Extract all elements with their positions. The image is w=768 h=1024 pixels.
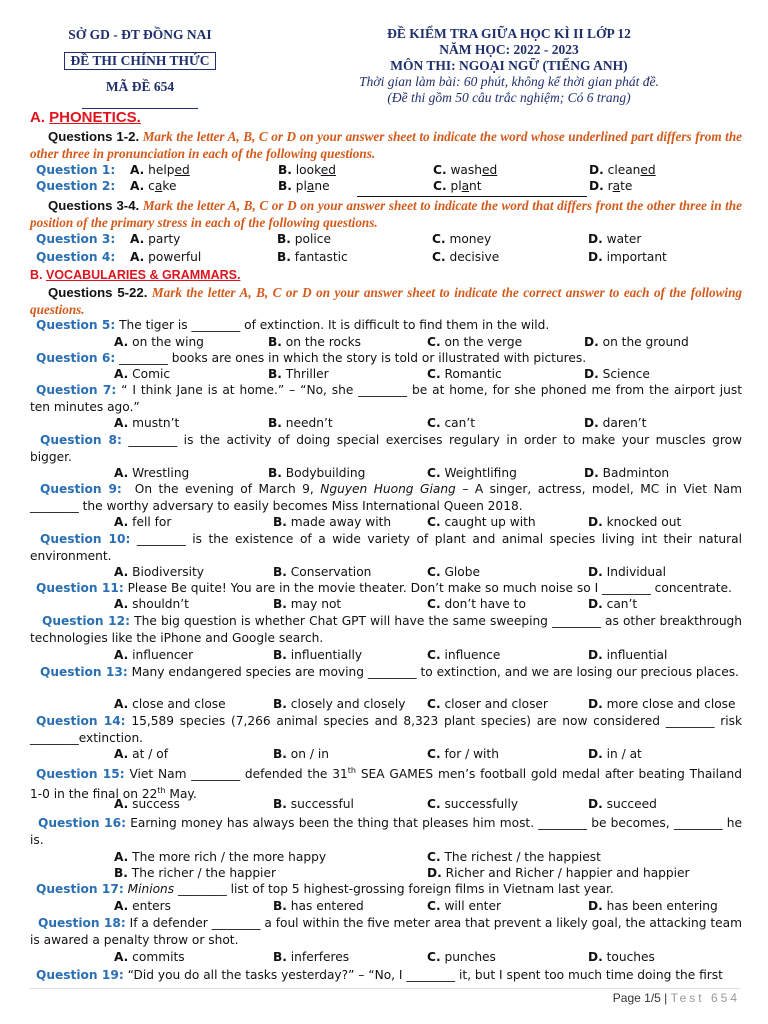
question-6 xyxy=(30,350,742,367)
question-label: Question 16: xyxy=(38,816,127,830)
section-b-prefix: B. xyxy=(30,268,43,282)
option-b[interactable]: B. plane xyxy=(278,179,330,193)
header-right xyxy=(300,26,718,106)
option-b[interactable]: B. on the rocks xyxy=(268,335,362,349)
option-c[interactable]: C. can’t xyxy=(427,416,475,430)
question-14-options xyxy=(30,746,742,763)
question-label: Question 4: xyxy=(36,250,116,264)
option-b[interactable]: B. fantastic xyxy=(277,250,348,264)
question-text: May. xyxy=(165,786,197,801)
question-label: Question 19: xyxy=(36,968,124,982)
question-label: Question 17: xyxy=(36,882,124,896)
option-c[interactable]: C. closer and closer xyxy=(427,697,548,711)
instruction-3 xyxy=(30,284,742,318)
option-a[interactable]: A. mustn’t xyxy=(114,416,180,430)
question-label: Question 11: xyxy=(36,581,124,595)
question-1 xyxy=(30,162,742,179)
question-6-options xyxy=(30,366,742,383)
option-c[interactable]: C. on the verge xyxy=(427,335,523,349)
exam-code: MÃ ĐỀ 654 xyxy=(105,79,175,94)
question-label: Question 18: xyxy=(38,916,126,930)
question-10-options xyxy=(30,564,742,581)
question-11-options xyxy=(30,596,742,613)
question-label: Question 3: xyxy=(36,232,116,246)
option-b[interactable]: B. Thriller xyxy=(268,367,329,381)
superscript: th xyxy=(157,785,166,795)
exam-note: (Đề thi gồm 50 câu trắc nghiệm; Có 6 trang) xyxy=(387,90,631,105)
school-year: NĂM HỌC: 2022 - 2023 xyxy=(439,42,579,57)
page-number: Page 1/5 | xyxy=(612,991,668,1005)
question-13 xyxy=(30,664,742,681)
option-a[interactable]: A. Wrestling xyxy=(114,466,190,480)
option-b[interactable]: B. successful xyxy=(273,797,354,811)
option-a[interactable]: A. commits xyxy=(114,950,185,964)
question-7 xyxy=(30,382,742,415)
question-text: On the evening of March 9, xyxy=(134,482,321,496)
option-d[interactable]: D. cleaned xyxy=(589,163,656,177)
option-d[interactable]: D. on the ground xyxy=(584,335,689,349)
question-label: Question 6: xyxy=(36,351,116,365)
option-a[interactable]: A. on the wing xyxy=(114,335,204,349)
question-label: Question 13: xyxy=(40,665,128,679)
question-13-options xyxy=(30,696,742,713)
question-8-options xyxy=(30,465,742,482)
footer-divider xyxy=(30,988,740,989)
question-label: Question 5: xyxy=(36,318,116,332)
option-a[interactable]: A. powerful xyxy=(130,250,202,264)
option-a[interactable]: A. Comic xyxy=(114,367,171,381)
question-16-options-row2 xyxy=(30,865,742,882)
official-exam-label: ĐỀ THI CHÍNH THỨC xyxy=(64,52,217,70)
question-19 xyxy=(30,967,742,984)
option-a[interactable]: A. influencer xyxy=(114,648,194,662)
question-text: The big question is whether Chat GPT will have the same sweeping ________ as other breakthrough technologies like the iPhone and Google search. xyxy=(30,614,743,645)
question-text: Many endangered species are moving ________ to extinction, and we are losing our precious places. xyxy=(131,665,739,679)
option-b[interactable]: B. looked xyxy=(278,163,336,177)
question-label: Question 12: xyxy=(42,614,130,628)
option-b[interactable]: B. closely and closely xyxy=(273,697,406,711)
question-label: Question 15: xyxy=(36,767,125,782)
option-d[interactable]: D. Richer and Richer / happier and happier xyxy=(427,866,690,880)
option-b[interactable]: B. may not xyxy=(273,597,342,611)
option-a[interactable]: A. The more rich / the more happy xyxy=(114,850,327,864)
question-label: Question 14: xyxy=(36,714,126,728)
question-label: Question 10: xyxy=(40,532,131,546)
option-b[interactable]: B. has entered xyxy=(273,899,364,913)
option-c[interactable]: C. for / with xyxy=(427,747,499,761)
section-b-title: VOCABULARIES & GRAMMARS. xyxy=(45,268,241,282)
question-text: – A singer, actress, model, MC in Viet Nam ________ the worthy adversary to easily becomes Miss International Queen 2018. xyxy=(30,482,742,513)
question-9 xyxy=(30,481,742,514)
option-d[interactable]: D. can’t xyxy=(588,597,638,611)
option-c[interactable]: C. The richest / the happiest xyxy=(427,850,601,864)
question-2 xyxy=(30,178,742,195)
option-a[interactable]: A. success xyxy=(114,797,180,811)
option-c[interactable]: C. caught up with xyxy=(427,515,536,529)
subject: MÔN THI: NGOẠI NGỮ (TIẾNG ANH) xyxy=(390,58,628,73)
option-c[interactable]: C. don’t have to xyxy=(427,597,526,611)
option-a[interactable]: A. fell for xyxy=(114,515,172,529)
question-text: SEA GAMES men’s football gold medal after beating Thailand 1-0 in the final on 22 xyxy=(30,767,742,801)
option-c[interactable]: C. successfully xyxy=(427,797,519,811)
question-text: “ I think Jane is at home.” – “No, she ________ be at home, for she phoned me from the airport just ten minutes ago.” xyxy=(30,383,742,414)
superscript: th xyxy=(347,766,356,775)
instruction-1-label: Questions 1-2. xyxy=(48,129,140,144)
option-d[interactable]: D. daren’t xyxy=(584,416,647,430)
question-text: ________ is the activity of doing special exercises regulary in order to make your muscles grow bigger. xyxy=(30,433,742,464)
test-code: Test 654 xyxy=(670,991,740,1005)
option-d[interactable]: D. in / at xyxy=(588,747,642,761)
section-b-heading xyxy=(30,268,240,282)
question-label: Question 9: xyxy=(40,482,122,496)
option-d[interactable]: D. water xyxy=(588,232,642,246)
instruction-2-text: Mark the letter A, B, C or D on your answer sheet to indicate the word that differs front the other three in the position of the primary stress in each of the following questions. xyxy=(30,198,742,230)
option-a[interactable]: A. party xyxy=(130,232,181,246)
option-b[interactable]: B. Conservation xyxy=(273,565,372,579)
question-17-options xyxy=(30,898,742,915)
option-c[interactable]: C. Weightlifing xyxy=(427,466,517,480)
option-c[interactable]: C. money xyxy=(432,232,492,246)
question-text: 15,589 species (7,266 animal species and 8,323 plant species) are now considered ________ risk ________extinction. xyxy=(30,714,743,745)
question-text-italic: Nguyen Huong Giang xyxy=(320,482,456,496)
question-label: Question 7: xyxy=(36,383,117,397)
instruction-2-label: Questions 3-4. xyxy=(48,198,140,213)
option-b[interactable]: B. on / in xyxy=(273,747,329,761)
option-a[interactable]: A. cake xyxy=(130,179,177,193)
section-a-title: PHONETICS. xyxy=(49,109,141,126)
option-c[interactable]: C. decisive xyxy=(432,250,500,264)
option-a[interactable]: A. at / of xyxy=(114,747,169,761)
option-d[interactable]: D. important xyxy=(588,250,667,264)
page-footer xyxy=(613,991,740,1005)
option-d[interactable]: D. Badminton xyxy=(584,466,670,480)
instruction-1-text: Mark the letter A, B, C or D on your answer sheet to indicate the word whose underlined part differs from the other three in pronunciation in each of the following questions. xyxy=(30,129,743,161)
question-10 xyxy=(30,531,742,564)
question-7-options xyxy=(30,415,742,432)
option-a[interactable]: A. close and close xyxy=(114,697,226,711)
option-a[interactable]: A. enters xyxy=(114,899,172,913)
question-text: ________ list of top 5 highest-grossing foreign films in Vietnam last year. xyxy=(174,882,614,896)
option-a[interactable]: A. shouldn’t xyxy=(114,597,189,611)
option-d[interactable]: D. Science xyxy=(584,367,650,381)
question-text: ________ is the existence of a wide variety of plant and animal species living int their natural environment. xyxy=(30,532,743,563)
option-a[interactable]: A. Biodiversity xyxy=(114,565,204,579)
option-c[interactable]: C. punches xyxy=(427,950,496,964)
question-text: Earning money has always been the thing that pleases him most. ________ be becomes, ________ he is. xyxy=(30,816,743,847)
option-c[interactable]: C. will enter xyxy=(427,899,501,913)
question-18 xyxy=(30,915,742,948)
question-11 xyxy=(30,580,742,597)
option-c[interactable]: C. influence xyxy=(427,648,501,662)
question-text: If a defender ________ a foul within the five meter area that prevent a likely goal, the attacking team is awared a penalty throw or shot. xyxy=(30,916,743,947)
instruction-1 xyxy=(30,128,742,162)
question-label: Question 1: xyxy=(36,163,116,177)
option-d[interactable]: D. has been entering xyxy=(588,899,718,913)
option-b[interactable]: B. The richer / the happier xyxy=(114,866,276,880)
question-4 xyxy=(30,249,742,266)
question-text: Please Be quite! You are in the movie theater. Don’t make so much noise so I ________ concentrate. xyxy=(127,581,732,595)
instruction-3-text: Mark the letter A, B, C or D on your answer sheet to indicate the correct answer to each of the following questions. xyxy=(30,285,743,317)
option-d[interactable]: D. touches xyxy=(588,950,655,964)
question-5-options xyxy=(30,334,742,351)
section-a-heading xyxy=(30,109,141,126)
question-9-options xyxy=(30,514,742,531)
question-8 xyxy=(30,432,742,465)
option-a[interactable]: A. helped xyxy=(130,163,190,177)
option-d[interactable]: D. more close and close xyxy=(588,697,736,711)
option-d[interactable]: D. knocked out xyxy=(588,515,682,529)
question-text: ________ books are ones in which the story is told or illustrated with pictures. xyxy=(119,351,587,365)
question-16-options-row1 xyxy=(30,849,742,866)
option-c[interactable]: C. washed xyxy=(433,163,498,177)
department-name: SỞ GD - ĐT ĐỒNG NAI xyxy=(68,27,212,42)
time-limit: Thời gian làm bài: 60 phút, không kể thời gian phát đề. xyxy=(359,74,659,89)
question-text-italic: Minions xyxy=(127,882,175,896)
question-text: “Did you do all the tasks yesterday?” – “No, I ________ it, but I spent too much time doing the first xyxy=(127,968,723,982)
option-b[interactable]: B. police xyxy=(277,232,331,246)
instruction-2 xyxy=(30,197,742,231)
question-text: The tiger is ________ of extinction. It is difficult to find them in the wild. xyxy=(119,318,550,332)
option-d[interactable]: D. Individual xyxy=(588,565,666,579)
header-left xyxy=(40,26,240,109)
question-label: Question 8: xyxy=(40,433,122,447)
option-b[interactable]: B. influentially xyxy=(273,648,363,662)
option-b[interactable]: B. inferferes xyxy=(273,950,350,964)
question-5 xyxy=(30,317,742,334)
question-17 xyxy=(30,881,742,898)
option-b[interactable]: B. Bodybuilding xyxy=(268,466,366,480)
option-c[interactable]: C. plant xyxy=(433,179,482,193)
option-d[interactable]: D. succeed xyxy=(588,797,657,811)
option-d[interactable]: D. influential xyxy=(588,648,668,662)
option-c[interactable]: C. Globe xyxy=(427,565,480,579)
question-16 xyxy=(30,815,742,848)
option-c[interactable]: C. Romantic xyxy=(427,367,502,381)
option-b[interactable]: B. needn’t xyxy=(268,416,333,430)
option-d[interactable]: D. rate xyxy=(589,179,633,193)
question-18-options xyxy=(30,949,742,966)
question-3 xyxy=(30,231,742,248)
section-a-prefix: A. xyxy=(30,109,45,126)
question-text: Viet Nam ________ defended the 31 xyxy=(129,767,348,782)
exam-title: ĐỀ KIỂM TRA GIỮA HỌC KÌ II LỚP 12 xyxy=(387,26,631,41)
instruction-3-label: Questions 5-22. xyxy=(48,285,148,300)
question-14 xyxy=(30,713,742,746)
option-b[interactable]: B. made away with xyxy=(273,515,392,529)
question-12 xyxy=(30,613,742,646)
question-15-options xyxy=(30,796,742,813)
question-label: Question 2: xyxy=(36,179,116,193)
question-12-options xyxy=(30,647,742,664)
